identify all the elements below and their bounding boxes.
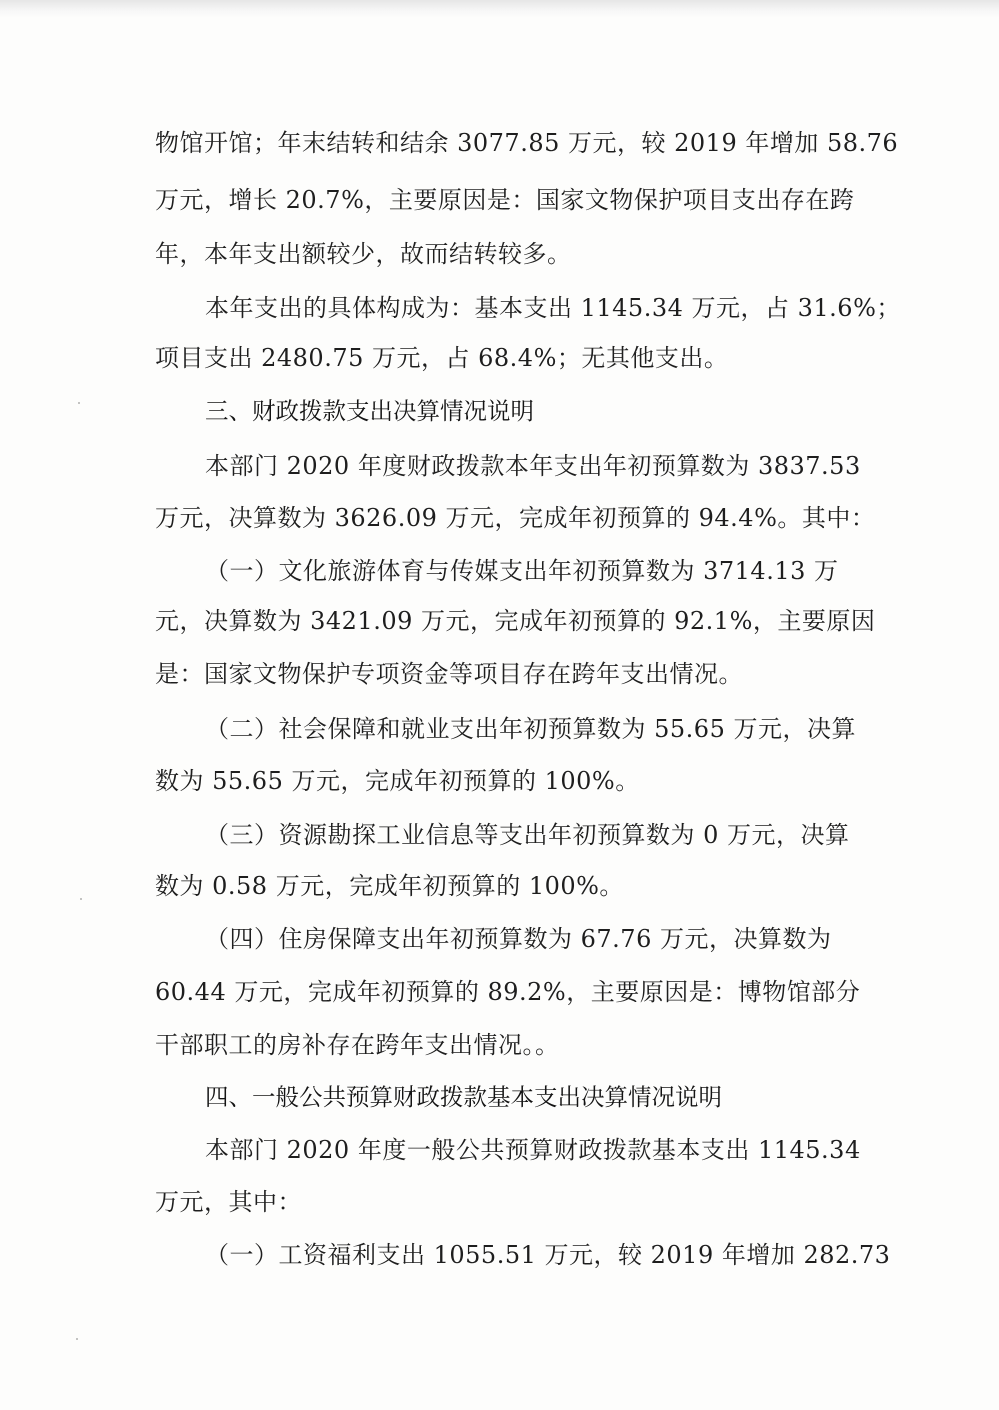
paragraph-line: 本年支出的具体构成为：基本支出 1145.34 万元，占 31.6%； bbox=[205, 294, 901, 322]
paragraph-line: （四）住房保障支出年初预算数为 67.76 万元，决算数为 bbox=[205, 925, 832, 953]
scan-top-edge bbox=[0, 0, 999, 18]
paragraph-line: 60.44 万元，完成年初预算的 89.2%，主要原因是：博物馆部分 bbox=[155, 978, 861, 1006]
paragraph-line: 物馆开馆；年末结转和结余 3077.85 万元，较 2019 年增加 58.76 bbox=[155, 129, 899, 157]
scan-speck bbox=[76, 1338, 78, 1340]
paragraph-line: 本部门 2020 年度财政拨款本年支出年初预算数为 3837.53 bbox=[205, 452, 861, 480]
paragraph-line: 元，决算数为 3421.09 万元，完成年初预算的 92.1%，主要原因 bbox=[155, 607, 876, 635]
paragraph-line: 本部门 2020 年度一般公共预算财政拨款基本支出 1145.34 bbox=[205, 1136, 861, 1164]
paragraph-line: （三）资源勘探工业信息等支出年初预算数为 0 万元，决算 bbox=[205, 821, 850, 849]
paragraph-line: 项目支出 2480.75 万元，占 68.4%；无其他支出。 bbox=[155, 344, 729, 372]
paragraph-line: 干部职工的房补存在跨年支出情况。。 bbox=[155, 1031, 560, 1059]
paragraph-line: 万元，其中： bbox=[155, 1188, 302, 1216]
section-heading-3: 三、财政拨款支出决算情况说明 bbox=[205, 397, 534, 425]
paragraph-line: 万元，增长 20.7%，主要原因是：国家文物保护项目支出存在跨 bbox=[155, 186, 855, 214]
scan-speck bbox=[78, 402, 80, 404]
section-heading-4: 四、一般公共预算财政拨款基本支出决算情况说明 bbox=[205, 1083, 722, 1111]
paragraph-line: 数为 55.65 万元，完成年初预算的 100%。 bbox=[155, 767, 640, 795]
paragraph-line: 万元，决算数为 3626.09 万元，完成年初预算的 94.4%。其中： bbox=[155, 504, 876, 532]
paragraph-line: （一）文化旅游体育与传媒支出年初预算数为 3714.13 万 bbox=[205, 557, 839, 585]
scan-speck bbox=[80, 898, 82, 900]
paragraph-line: 是：国家文物保护专项资金等项目存在跨年支出情况。 bbox=[155, 660, 743, 688]
paragraph-line: 数为 0.58 万元，完成年初预算的 100%。 bbox=[155, 872, 624, 900]
paragraph-line: （二）社会保障和就业支出年初预算数为 55.65 万元，决算 bbox=[205, 715, 856, 743]
paragraph-line: （一）工资福利支出 1055.51 万元，较 2019 年增加 282.73 bbox=[205, 1241, 891, 1269]
paragraph-line: 年，本年支出额较少，故而结转较多。 bbox=[155, 240, 572, 268]
